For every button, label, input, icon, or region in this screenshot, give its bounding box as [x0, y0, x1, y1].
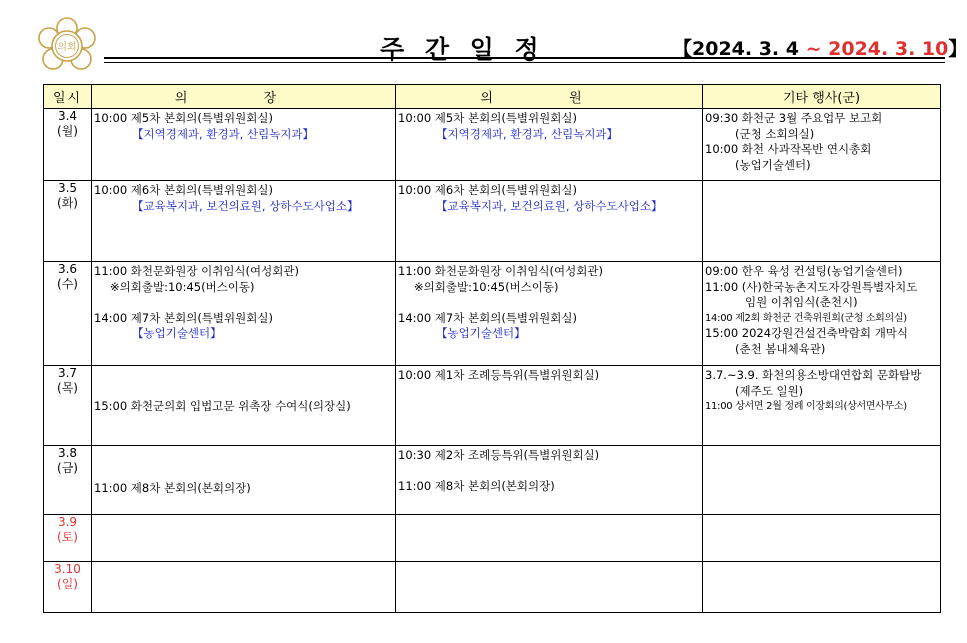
other-cell: 09:30 화천군 3월 주요업무 보고회 (군청 소회의실) 10:00 화천 사과작목반 연시총회 (농업기술센터) — [703, 109, 941, 181]
other-cell: 09:00 한우 육성 컨설팅(농업기술센터) 11:00 (사)한국농촌지도자강원특별자치도 임원 이취임식(춘천시) 14:00 제2회 화천군 건축위원회(군청 소회의실) 15:00 2024강원건설건축박람회 개막식 (춘천 봄내체육관) — [703, 262, 941, 366]
table-row — [44, 181, 941, 262]
table-header-row — [44, 85, 941, 109]
row-date: 3.8 (금) — [44, 446, 92, 515]
chair-cell: 11:00 화천문화원장 이취임식(여성회관) ※의회출발:10:45(버스이동) 14:00 제7차 본회의(특별위원회실) 【농업기술센터】 — [92, 262, 396, 366]
chair-cell: 10:00 제5차 본회의(특별위원회실) 【지역경제과, 환경과, 산림녹지과】 — [92, 109, 396, 181]
chair-cell — [92, 515, 396, 562]
weekly-schedule-table — [43, 84, 941, 613]
chair-cell: 11:00 제8차 본회의(본회의장) — [92, 446, 396, 515]
table-row — [44, 109, 941, 181]
table-row — [44, 262, 941, 366]
member-cell — [396, 562, 703, 613]
member-cell: 10:00 제6차 본회의(특별위원회실) 【교육복지과, 보건의료원, 상하수도사업소】 — [396, 181, 703, 262]
row-date: 3.5 (화) — [44, 181, 92, 262]
other-cell: 3.7.~3.9. 화천의용소방대연합회 문화탐방 (제주도 일원) 11:00 상서면 2월 정례 이장회의(상서면사무소) — [703, 366, 941, 446]
row-date: 3.4 (월) — [44, 109, 92, 181]
member-cell — [396, 515, 703, 562]
member-cell: 10:00 제5차 본회의(특별위원회실) 【지역경제과, 환경과, 산림녹지과】 — [396, 109, 703, 181]
page-title: 주 간 일 정 — [380, 35, 545, 64]
table-row — [44, 515, 941, 562]
seal-text: 의회 — [57, 42, 77, 53]
chair-cell: 10:00 제6차 본회의(특별위원회실) 【교육복지과, 보건의료원, 상하수도사업소】 — [92, 181, 396, 262]
other-cell — [703, 446, 941, 515]
other-cell — [703, 515, 941, 562]
header-rule — [104, 57, 945, 59]
row-date: 3.6 (수) — [44, 262, 92, 366]
date-range: 【2024. 3. 4 ~ 2024. 3. 10】 — [673, 38, 967, 60]
member-cell: 10:00 제1차 조례등특위(특별위원회실) — [396, 366, 703, 446]
chair-cell: 15:00 화천군의회 입법고문 위촉장 수여식(의장실) — [92, 366, 396, 446]
member-cell: 10:30 제2차 조례등특위(특별위원회실) 11:00 제8차 본회의(본회의장) — [396, 446, 703, 515]
row-date: 3.10 (일) — [44, 562, 92, 613]
col-header-member: 의 원 — [396, 85, 703, 109]
other-cell — [703, 181, 941, 262]
col-header-other: 기타 행사(군) — [703, 85, 941, 109]
table-row — [44, 446, 941, 515]
header-rule-thin — [104, 62, 945, 63]
row-date: 3.7 (목) — [44, 366, 92, 446]
table-row — [44, 366, 941, 446]
row-date: 3.9 (토) — [44, 515, 92, 562]
col-header-date: 일시 — [44, 85, 92, 109]
council-seal-logo — [34, 14, 100, 80]
chair-cell — [92, 562, 396, 613]
table-row — [44, 562, 941, 613]
other-cell — [703, 562, 941, 613]
member-cell: 11:00 화천문화원장 이취임식(여성회관) ※의회출발:10:45(버스이동) 14:00 제7차 본회의(특별위원회실) 【농업기술센터】 — [396, 262, 703, 366]
col-header-chair: 의 장 — [92, 85, 396, 109]
